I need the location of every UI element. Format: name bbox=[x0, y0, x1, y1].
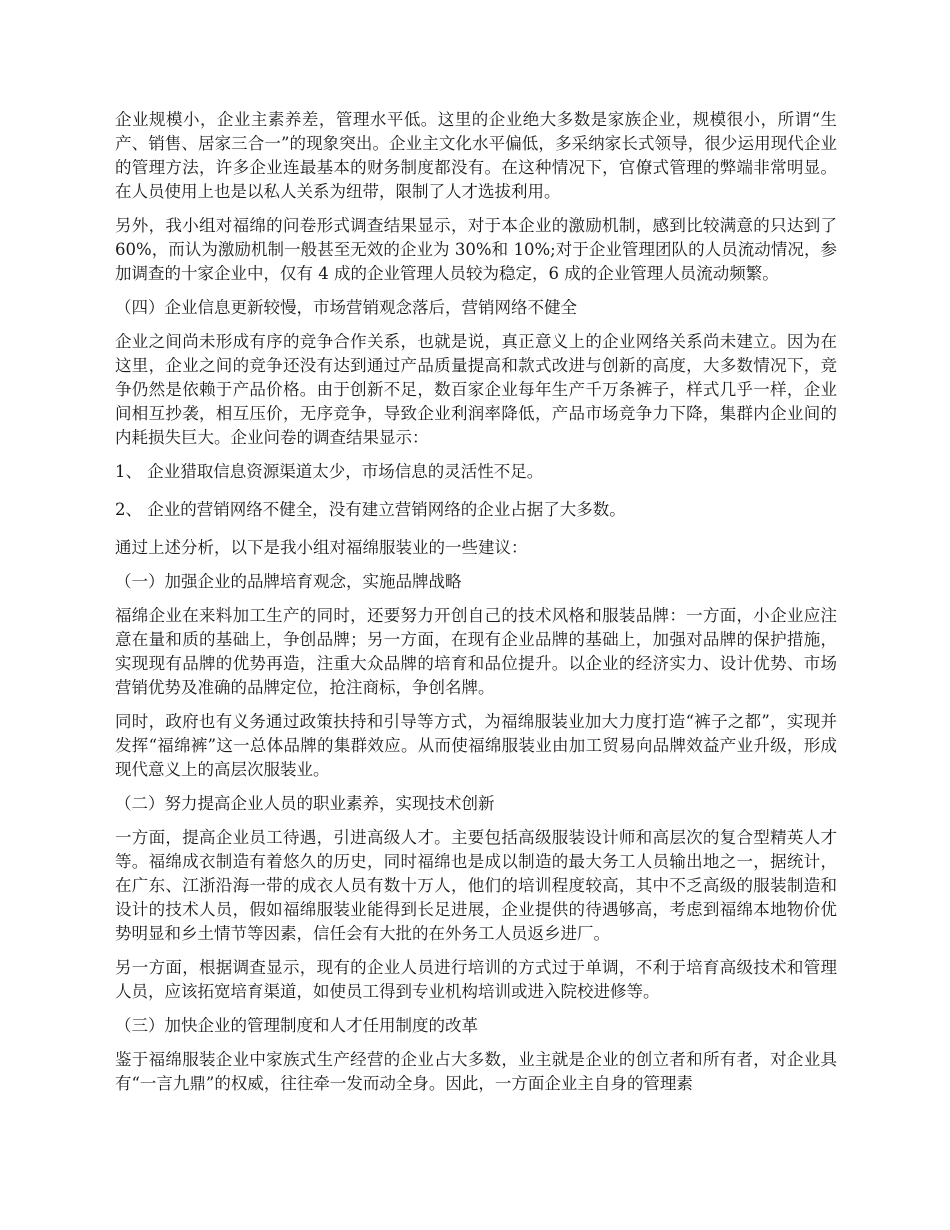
list-item-1: 1、 企业猎取信息资源渠道太少，市场信息的灵活性不足。 bbox=[115, 462, 544, 481]
paragraph-brand-building: 福绵企业在来料加工生产的同时，还要努力开创自己的技术风格和服装品牌：一方面，小企业应注意在量和质的基础上，争创品牌；另一方面，在现有企业品牌的基础上，加强对品牌的保护措施，实现现有品牌的优势再造，注重大众品牌的培育和品位提升。以企业的经济实力、设计优势、市场营销优势及准确的品牌定位，抢注商标，争创名牌。 bbox=[115, 606, 837, 697]
paragraph-government-role: 同时，政府也有义务通过政策扶持和引导等方式，为福绵服装业加大力度打造“裤子之都”，实现并发挥“福绵裤”这一总体品牌的集群效应。从而使福绵服装业由加工贸易向品牌效益产业升级，形成现代意义上的高层次服装业。 bbox=[115, 712, 837, 779]
section-heading-two: （二）努力提高企业人员的职业素养，实现技术创新 bbox=[115, 794, 495, 813]
paragraph-family-business: 鉴于福绵服装企业中家族式生产经营的企业占大多数，业主就是企业的创立者和所有者，对企业具有“一言九鼎”的权威，往往牵一发而动全身。因此，一方面企业主自身的管理素 bbox=[115, 1050, 837, 1093]
section-heading-four: （四）企业信息更新较慢，市场营销观念落后，营销网络不健全 bbox=[115, 298, 577, 317]
document-page bbox=[115, 108, 837, 1106]
section-heading-one: （一）加强企业的品牌培育观念，实施品牌战略 bbox=[115, 572, 462, 591]
paragraph-talent-introduction: 一方面，提高企业员工待遇，引进高级人才。主要包括高级服装设计师和高层次的复合型精英人才等。福绵成衣制造有着悠久的历史，同时福绵也是成以制造的最大务工人员输出地之一，据统计，在广东、江浙沿海一带的成衣人员有数十万人，他们的培训程度较高，其中不乏高级的服装制造和设计的技术人员，假如福绵服装业能得到长足进展，企业提供的待遇够高，考虑到福绵本地物价优势明显和乡土情节等因素，信任会有大批的在外务工人员返乡进厂。 bbox=[115, 828, 837, 943]
paragraph-survey-results: 另外，我小组对福绵的问卷形式调查结果显示，对于本企业的激励机制，感到比较满意的只达到了 60%，而认为激励机制一般甚至无效的企业为 30%和 10%;对于企业管理团队的人员流动情况，参加调查的十家企业中，仅有 4 成的企业管理人员较为稳定，6 成的企业管理人员流动频繁。 bbox=[115, 216, 837, 283]
section-heading-three: （三）加快企业的管理制度和人才任用制度的改革 bbox=[115, 1016, 478, 1035]
paragraph-suggestions-intro: 通过上述分析，以下是我小组对福绵服装业的一些建议： bbox=[115, 538, 528, 557]
paragraph-training: 另一方面，根据调查显示，现有的企业人员进行培训的方式过于单调，不利于培育高级技术和管理人员，应该拓宽培育渠道，如使员工得到专业机构培训或进入院校进修等。 bbox=[115, 958, 837, 1001]
paragraph-management-level: 企业规模小，企业主素养差，管理水平低。这里的企业绝大多数是家族企业，规模很小，所谓“生产、销售、居家三合一”的现象突出。企业主文化水平偏低，多采纳家长式领导，很少运用现代企业的管理方法，许多企业连最基本的财务制度都没有。在这种情况下，官僚式管理的弊端非常明显。在人员使用上也是以私人关系为纽带，限制了人才选拔利用。 bbox=[115, 110, 837, 201]
list-item-2: 2、 企业的营销网络不健全，没有建立营销网络的企业占据了大多数。 bbox=[115, 500, 626, 519]
paragraph-competition: 企业之间尚未形成有序的竞争合作关系，也就是说，真正意义上的企业网络关系尚未建立。因为在这里，企业之间的竞争还没有达到通过产品质量提高和款式改进与创新的高度，大多数情况下，竞争仍然是依赖于产品价格。由于创新不足，数百家企业每年生产千万条裤子，样式几乎一样，企业间相互抄袭，相互压价，无序竞争，导致企业利润率降低，产品市场竞争力下降，集群内企业间的内耗损失巨大。企业问卷的调查结果显示： bbox=[115, 332, 837, 447]
